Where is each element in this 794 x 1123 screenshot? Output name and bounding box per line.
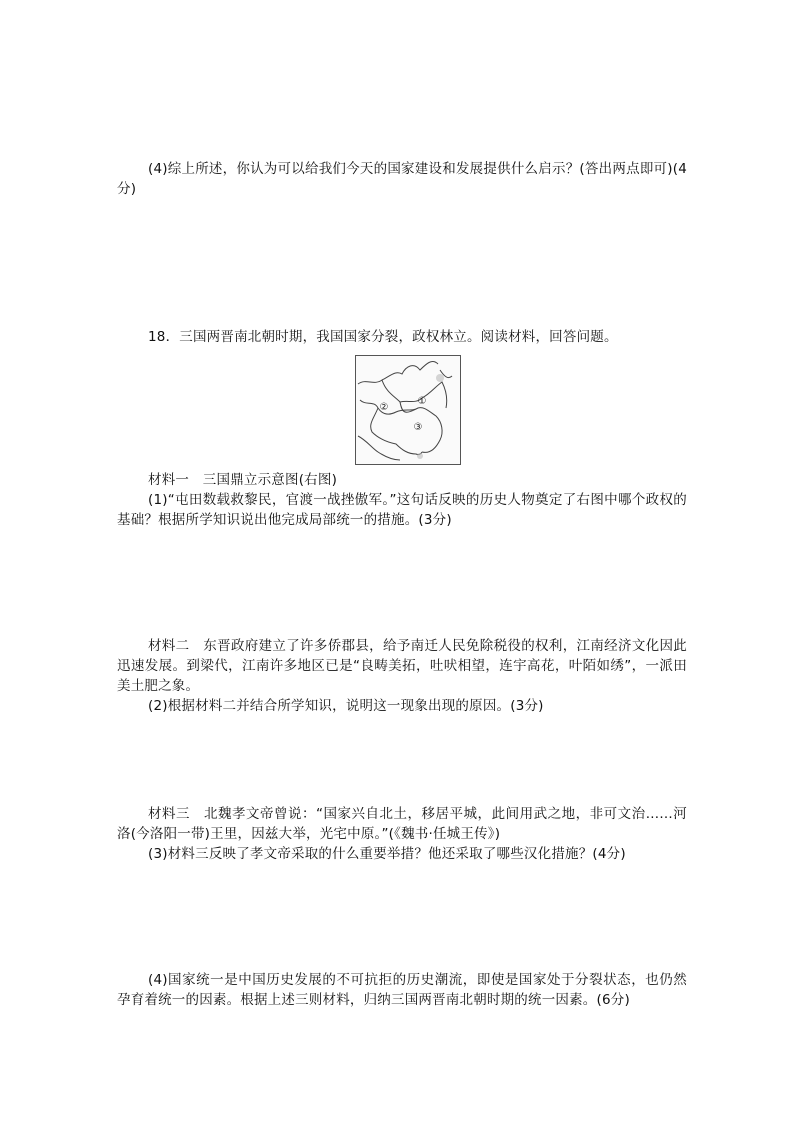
- material1-caption: 材料一 三国鼎立示意图(右图): [148, 472, 338, 488]
- q18-part4: (4)国家统一是中国历史发展的不可抗拒的历史潮流，即使是国家处于分裂状态，也仍然孕育着统一的因素。根据上述三则材料，归纳三国两晋南北朝时期的统一因素。(6分): [117, 972, 687, 1008]
- q18-stem: [117, 327, 687, 347]
- q18-material2-block: [117, 636, 687, 716]
- q17-part4: [117, 159, 687, 199]
- map-label-1: ①: [417, 396, 427, 407]
- q18-material3-block: [117, 804, 687, 864]
- q17-part4-text: (4)综上所述，你认为可以给我们今天的国家建设和发展提供什么启示？(答出两点即可)(4分): [117, 161, 687, 197]
- material2-text: 材料二 东晋政府建立了许多侨郡县，给予南迁人民免除税役的权利，江南经济文化因此迅速发展。到梁代，江南许多地区已是“良畴美拓，吐吠相望，连宇高花，叶陌如绣”，一派田美土肥之象。: [117, 638, 687, 694]
- material3-text: 材料三 北魏孝文帝曾说：“国家兴自北土，移居平城，此间用武之地，非可文治……河洛(今洛阳一带)王里，因兹大举，光宅中原。”(《魏书·任城王传》): [117, 806, 687, 842]
- q18-stem-text: 18．三国两晋南北朝时期，我国国家分裂，政权林立。阅读材料，回答问题。: [148, 329, 618, 345]
- q18-part4-block: [117, 970, 687, 1010]
- map-illustration: [356, 356, 460, 464]
- q18-part3: (3)材料三反映了孝文帝采取的什么重要举措？他还采取了哪些汉化措施？(4分): [148, 846, 626, 862]
- q18-part2: (2)根据材料二并结合所学知识，说明这一现象出现的原因。(3分): [148, 698, 544, 714]
- q18-part1: (1)“屯田数载救黎民，官渡一战挫傲军。”这句话反映的历史人物奠定了右图中哪个政权的基础？根据所学知识说出他完成局部统一的措施。(3分): [117, 492, 687, 528]
- three-kingdoms-map: [355, 355, 461, 465]
- map-label-2: ②: [379, 402, 389, 413]
- q18-material1-block: [117, 470, 687, 530]
- map-label-3: ③: [413, 422, 423, 433]
